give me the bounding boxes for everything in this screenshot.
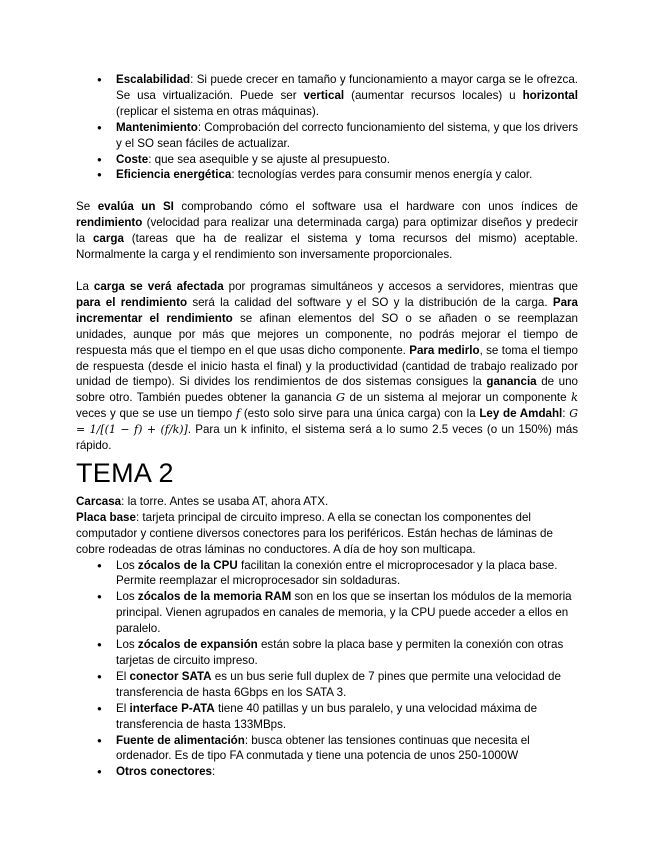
bullet-list-components [76, 558, 578, 781]
list-item: ● Los zócalos de la memoria RAM son en los que se insertan los módulos de la memoria principal. Vienen agrupados en canales de memoria, y la CPU puede acceder a ellos en paralelo. [116, 589, 578, 637]
list-item: ● Coste: que sea asequible y se ajuste al presupuesto. [116, 152, 578, 168]
list-item: ● El interface P-ATA tiene 40 patillas y un bus paralelo, y una velocidad máxima de transferencia de hasta 133MBps. [116, 701, 578, 733]
document-page [76, 72, 578, 780]
list-item: ● Fuente de alimentación: busca obtener las tensiones continuas que necesita el ordenador. Es de tipo FA conmutada y tiene una potencia de unos 250-1000W [116, 733, 578, 765]
paragraph-carcasa: Carcasa: la torre. Antes se usaba AT, ahora ATX. [76, 494, 329, 508]
list-item: ● Otros conectores: [116, 764, 578, 780]
paragraph-placa-base: Placa base: tarjeta principal de circuito impreso. A ella se conectan los componentes del computador y contiene diversos conectores para los periféricos. Están hechas de láminas de cobre rodeadas de otras láminas no conductores. A día de hoy son multicapa. [76, 510, 553, 556]
bullet-list-qualities [76, 72, 578, 183]
list-item: ● Escalabilidad: Si puede crecer en tamaño y funcionamiento a mayor carga se le ofrezca. Se usa virtualización. Puede ser vertical (aumentar recursos locales) u horizontal (replicar el sistema en otras máquinas). [116, 72, 578, 120]
list-item: ● El conector SATA es un bus serie full duplex de 7 pines que permite una velocidad de transferencia de hasta 6Gbps en los SATA 3. [116, 669, 578, 701]
amdahl-formula: G = 1/[(1 − f) + (f/k)] [76, 407, 578, 437]
section-title: TEMA 2 [76, 457, 174, 488]
paragraph-evaluation: Se evalúa un SI comprobando cómo el software usa el hardware con unos índices de rendimiento (velocidad para realizar una determinada carga) para optimizar diseños y predecir la carga (tareas que ha de realizar el sistema y toma recursos del mismo) aceptable. Normalmente la carga y el rendimiento son inversamente proporcionales. [76, 200, 579, 262]
paragraph-performance: La carga se verá afectada por programas simultáneos y accesos a servidores, mientras que para el rendimiento será la calidad del software y el SO y la distribución de la carga. Para incrementar el rendimiento se afinan elementos del SO o se añaden o se reemplazan unidades, aunque por más que mejores un componente, no podrás mejorar el tiempo de respuesta más que el tiempo en el que usas dicho componente. Para medirlo, se toma el tiempo de respuesta (desde el inicio hasta el final) y la productividad (cantidad de trabajo realizado por unidad de tiempo). Si divides los rendimientos de dos sistemas consigues la ganancia de uno sobre otro. También puedes obtener la ganancia G de un sistema al mejorar un componente k veces y que se use un tiempo f (esto solo sirve para una única carga) con la Ley de Amdahl: G = 1/[(1 − f) + (f/k)]. Para un k infinito, el sistema será a lo sumo 2.5 veces (o un 150%) más rápido. [76, 279, 578, 453]
list-item: ● Los zócalos de la CPU facilitan la conexión entre el microprocesador y la placa base. Permite reemplazar el microprocesador sin soldaduras. [116, 558, 578, 590]
list-item: ● Eficiencia energética: tecnologías verdes para consumir menos energía y calor. [116, 167, 578, 183]
list-item: ● Mantenimiento: Comprobación del correcto funcionamiento del sistema, y que los drivers y el SO sean fáciles de actualizar. [116, 120, 578, 152]
list-item: ● Los zócalos de expansión están sobre la placa base y permiten la conexión con otras tarjetas de circuito impreso. [116, 637, 578, 669]
